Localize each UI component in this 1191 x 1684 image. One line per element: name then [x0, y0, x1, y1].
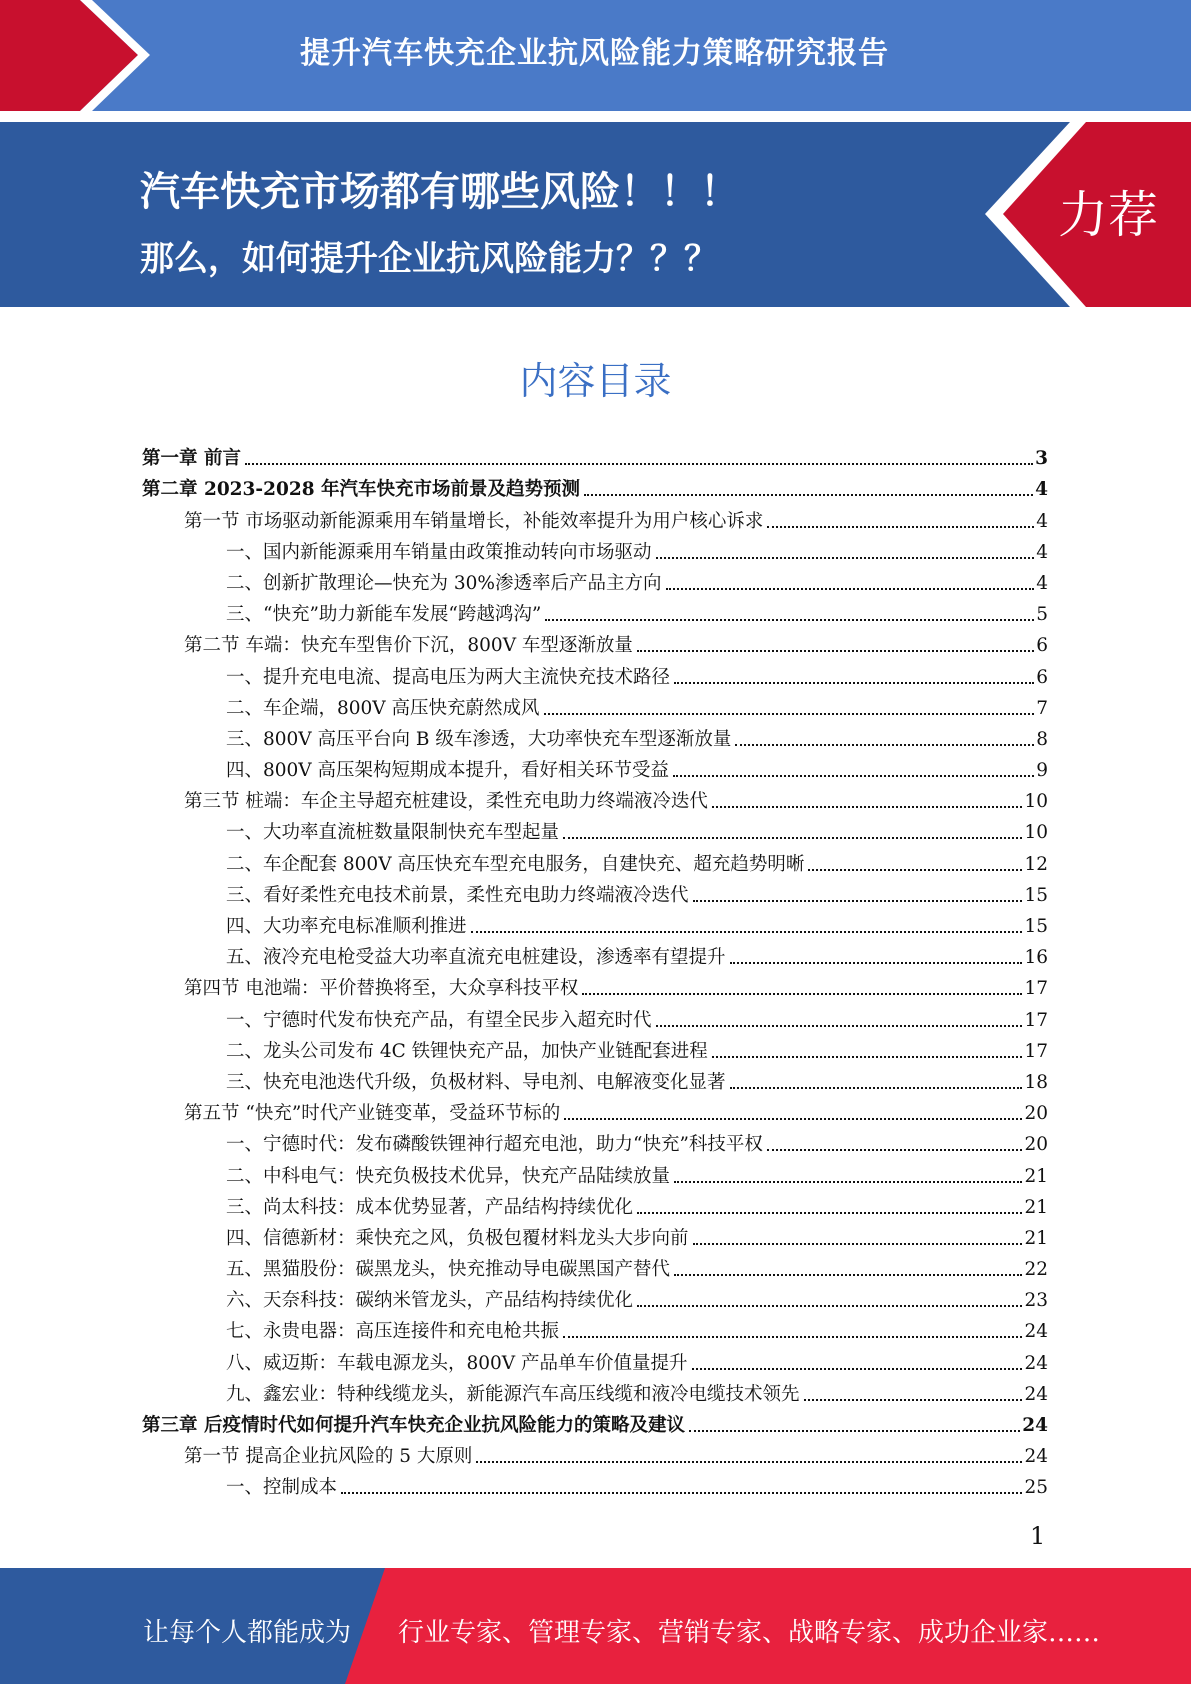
toc-entry-page: 24 [1024, 1321, 1048, 1343]
toc-entry[interactable] [142, 845, 1048, 876]
toc-entry-page: 23 [1024, 1290, 1048, 1312]
toc-entry-title: 第三章 后疫情时代如何提升汽车快充企业抗风险能力的策略及建议 [142, 1415, 685, 1436]
toc-dot-leader [584, 493, 1033, 496]
toc-entry[interactable] [142, 783, 1048, 814]
toc-entry-page: 4 [1036, 572, 1048, 594]
toc-entry-title: 第一节 提高企业抗风险的 5 大原则 [184, 1446, 473, 1468]
hero-subheadline: 那么，如何提升企业抗风险能力？？？ [140, 239, 718, 279]
toc-entry-title: 四、800V 高压架构短期成本提升，看好相关环节受益 [226, 760, 670, 782]
toc-entry-page: 12 [1024, 853, 1048, 875]
toc-dot-leader [674, 681, 1034, 684]
toc-entry-page: 17 [1024, 1009, 1048, 1031]
top-red-chevron [0, 0, 150, 111]
toc-dot-leader [563, 836, 1022, 839]
toc-entry-page: 21 [1024, 1227, 1048, 1249]
toc-dot-leader [563, 1335, 1022, 1338]
toc-entry-title: 八、威迈斯：车载电源龙头，800V 产品单车价值量提升 [226, 1352, 688, 1374]
toc-entry-title: 一、宁德时代：发布磷酸铁锂神行超充电池，助力“快充”科技平权 [226, 1134, 763, 1156]
toc-entry-title: 第一章 前言 [142, 448, 241, 470]
toc-entry[interactable] [142, 534, 1048, 565]
toc-entry-page: 21 [1024, 1196, 1048, 1218]
toc-dot-leader [637, 1211, 1022, 1214]
toc-entry[interactable] [142, 877, 1048, 908]
toc-dot-leader [712, 1055, 1023, 1058]
toc-dot-leader [674, 1273, 1022, 1276]
toc-entry-page: 10 [1024, 822, 1048, 844]
toc-dot-leader [730, 961, 1023, 964]
toc-entry[interactable] [142, 440, 1048, 471]
toc-entry-title: 六、天奈科技：碳纳米管龙头，产品结构持续优化 [226, 1290, 634, 1312]
toc-entry-page: 20 [1024, 1103, 1048, 1125]
toc-entry-title: 一、控制成本 [226, 1477, 338, 1499]
toc-entry-page: 4 [1036, 510, 1048, 532]
toc-entry[interactable] [142, 1469, 1048, 1500]
toc-dot-leader [804, 1398, 1023, 1401]
toc-entry-title: 第一节 市场驱动新能源乘用车销量增长，补能效率提升为用户核心诉求 [184, 510, 764, 532]
toc-title: 内容目录 [519, 359, 672, 403]
toc-entry[interactable] [142, 1407, 1048, 1438]
toc-dot-leader [808, 868, 1022, 871]
toc-entry[interactable] [142, 565, 1048, 596]
toc-entry[interactable] [142, 690, 1048, 721]
toc-entry[interactable] [142, 1001, 1048, 1032]
toc-dot-leader [341, 1491, 1022, 1494]
report-title: 提升汽车快充企业抗风险能力策略研究报告 [300, 36, 889, 71]
toc-entry-page: 17 [1024, 1040, 1048, 1062]
toc-entry-title: 二、中科电气：快充负极技术优异，快充产品陆续放量 [226, 1165, 671, 1187]
toc-entry-page: 9 [1036, 760, 1048, 782]
toc-entry-page: 5 [1036, 604, 1048, 626]
toc-entry[interactable] [142, 1157, 1048, 1188]
toc-entry[interactable] [142, 1033, 1048, 1064]
toc-entry-page: 22 [1024, 1259, 1048, 1281]
toc-entry-page: 6 [1036, 666, 1048, 688]
toc-dot-leader [673, 774, 1034, 777]
toc-entry-page: 17 [1024, 978, 1048, 1000]
toc-entry-page: 18 [1024, 1071, 1048, 1093]
toc-entry-page: 24 [1024, 1352, 1048, 1374]
toc-entry-title: 第四节 电池端：平价替换将至，大众享科技平权 [184, 978, 579, 1000]
toc-entry-title: 一、宁德时代发布快充产品，有望全民步入超充时代 [226, 1009, 652, 1031]
toc-entry-page: 24 [1024, 1383, 1048, 1405]
toc-entry-title: 第二章 2023-2028 年汽车快充市场前景及趋势预测 [142, 479, 581, 501]
toc-entry-title: 一、提升充电电流、提高电压为两大主流快充技术路径 [226, 666, 671, 688]
footer-slogan-lead: 让每个人都能成为 [143, 1618, 352, 1648]
toc-entry-title: 九、鑫宏业：特种线缆龙头，新能源汽车高压线缆和液冷电缆技术领先 [226, 1383, 800, 1405]
toc-entry[interactable] [142, 658, 1048, 689]
footer-slogan-roles: 行业专家、管理专家、营销专家、战略专家、成功企业家…… [398, 1618, 1101, 1648]
toc-entry-page: 16 [1024, 947, 1048, 969]
toc-entry-page: 6 [1036, 635, 1048, 657]
toc-entry[interactable] [142, 1064, 1048, 1095]
toc-entry-title: 二、创新扩散理论—快充为 30%渗透率后产品主方向 [226, 572, 662, 594]
toc-entry-page: 10 [1024, 791, 1048, 813]
toc-entry-title: 第五节 “快充”时代产业链变革，受益环节标的 [184, 1103, 561, 1125]
toc-dot-leader [637, 649, 1034, 652]
toc-entry-title: 二、车企端，800V 高压快充蔚然成风 [226, 697, 540, 719]
toc-entry[interactable] [142, 596, 1048, 627]
toc-entry-title: 三、尚太科技：成本优势显著，产品结构持续优化 [226, 1196, 634, 1218]
toc-entry[interactable] [142, 1438, 1048, 1469]
toc-dot-leader [689, 1429, 1020, 1432]
toc-entry[interactable] [142, 970, 1048, 1001]
toc-entry-title: 三、800V 高压平台向 B 级车渗透，大功率快充车型逐渐放量 [226, 728, 732, 750]
toc-entry[interactable] [142, 1376, 1048, 1407]
toc-entry[interactable] [142, 627, 1048, 658]
toc-dot-leader [692, 1367, 1023, 1370]
toc-entry-page: 24 [1024, 1446, 1048, 1468]
page-number: 1 [1030, 1522, 1046, 1550]
toc-entry-title: 四、大功率充电标准顺利推进 [226, 916, 467, 937]
toc-entry-title: 第二节 车端：快充车型售价下沉，800V 车型逐渐放量 [184, 635, 633, 657]
toc-entry-title: 第三节 桩端：车企主导超充桩建设，柔性充电助力终端液冷迭代 [184, 791, 708, 813]
toc-dot-leader [637, 1304, 1022, 1307]
toc-entry-page: 7 [1036, 697, 1048, 719]
toc-entry-title: 七、永贵电器：高压连接件和充电枪共振 [226, 1321, 560, 1343]
toc-entry-title: 四、信德新材：乘快充之风，负极包覆材料龙头大步向前 [226, 1227, 689, 1249]
toc-entry[interactable] [142, 1344, 1048, 1375]
toc-entry[interactable] [142, 471, 1048, 502]
toc-entry-title: 五、液冷充电枪受益大功率直流充电桩建设，渗透率有望提升 [226, 947, 726, 969]
toc-entry-title: 三、“快充”助力新能车发展“跨越鸿沟” [226, 604, 542, 626]
toc-dot-leader [693, 899, 1023, 902]
toc-dot-leader [245, 462, 1033, 465]
toc-dot-leader [656, 556, 1035, 559]
toc-entry-title: 二、龙头公司发布 4C 铁锂快充产品，加快产业链配套进程 [226, 1040, 708, 1062]
toc-dot-leader [730, 1086, 1023, 1089]
toc-entry[interactable] [142, 502, 1048, 533]
toc-entry[interactable] [142, 721, 1048, 752]
toc-dot-leader [471, 930, 1023, 933]
toc-dot-leader [767, 1148, 1023, 1151]
toc-dot-leader [735, 743, 1034, 746]
toc-entry[interactable] [142, 1313, 1048, 1344]
hero-headline: 汽车快充市场都有哪些风险！！！ [140, 169, 740, 215]
table-of-contents [142, 440, 1048, 1500]
toc-dot-leader [666, 587, 1035, 590]
toc-entry-title: 三、快充电池迭代升级，负极材料、导电剂、电解液变化显著 [226, 1071, 726, 1093]
toc-entry-page: 21 [1024, 1165, 1048, 1187]
toc-entry-page: 15 [1024, 884, 1048, 906]
toc-entry-title: 一、国内新能源乘用车销量由政策推动转向市场驱动 [226, 541, 652, 563]
toc-dot-leader [545, 618, 1034, 621]
toc-entry[interactable] [142, 908, 1048, 939]
recommend-badge: 力荐 [1058, 186, 1158, 244]
toc-dot-leader [712, 805, 1023, 808]
toc-entry-title: 五、黑猫股份：碳黑龙头，快充推动导电碳黑国产替代 [226, 1259, 671, 1281]
toc-entry[interactable] [142, 1220, 1048, 1251]
toc-dot-leader [544, 712, 1035, 715]
toc-entry-page: 25 [1024, 1477, 1048, 1499]
toc-dot-leader [476, 1460, 1022, 1463]
toc-entry[interactable] [142, 752, 1048, 783]
toc-entry[interactable] [142, 939, 1048, 970]
toc-entry-page: 4 [1036, 541, 1048, 563]
toc-dot-leader [674, 1180, 1022, 1183]
toc-dot-leader [656, 1024, 1023, 1027]
toc-entry-page: 20 [1024, 1134, 1048, 1156]
toc-entry[interactable] [142, 814, 1048, 845]
toc-entry-page: 8 [1036, 728, 1048, 750]
toc-dot-leader [693, 1242, 1023, 1245]
toc-dot-leader [767, 525, 1034, 528]
toc-entry-page: 24 [1022, 1415, 1048, 1436]
toc-entry[interactable] [142, 1095, 1048, 1126]
toc-entry-page: 4 [1035, 479, 1048, 501]
toc-entry[interactable] [142, 1189, 1048, 1220]
toc-entry-title: 一、大功率直流桩数量限制快充车型起量 [226, 822, 560, 844]
toc-entry[interactable] [142, 1251, 1048, 1282]
toc-entry-title: 三、看好柔性充电技术前景，柔性充电助力终端液冷迭代 [226, 884, 689, 906]
toc-entry-page: 15 [1024, 916, 1048, 937]
toc-entry-title: 二、车企配套 800V 高压快充车型充电服务，自建快充、超充趋势明晰 [226, 853, 805, 875]
toc-entry-page: 3 [1035, 448, 1048, 470]
toc-dot-leader [582, 992, 1022, 995]
toc-entry[interactable] [142, 1126, 1048, 1157]
toc-dot-leader [564, 1117, 1022, 1120]
toc-entry[interactable] [142, 1282, 1048, 1313]
